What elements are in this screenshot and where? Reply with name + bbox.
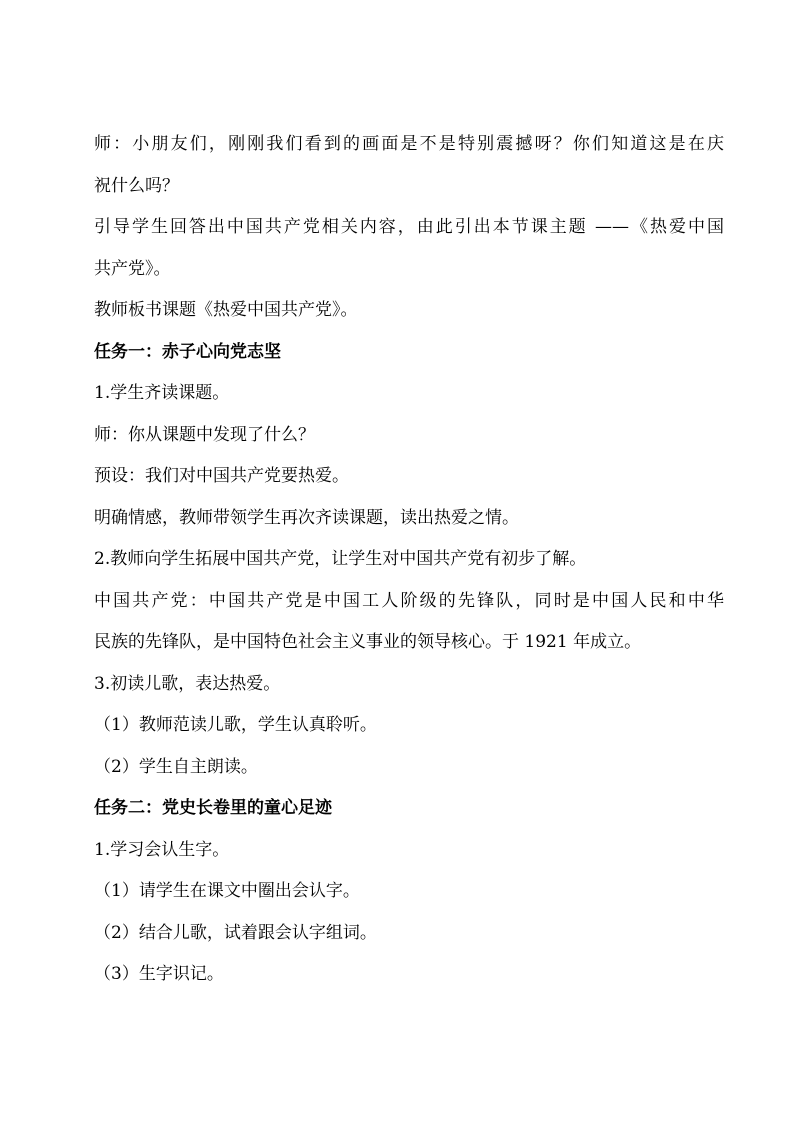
numbered-item: 1.学习会认生字。 bbox=[94, 839, 230, 860]
sub-item: （2）结合儿歌，试着跟会认字组词。 bbox=[94, 922, 377, 943]
numbered-item: 2.教师向学生拓展中国共产党，让学生对中国共产党有初步了解。 bbox=[94, 549, 587, 569]
paragraph-line: 预设：我们对中国共产党要热爱。 bbox=[94, 466, 349, 486]
paragraph-line: 引导学生回答出中国共产党相关内容，由此引出本节课主题 ——《热爱中国 bbox=[94, 217, 724, 237]
paragraph-line: 民族的先锋队，是中国特色社会主义事业的领导核心。于 1921 年成立。 bbox=[94, 632, 642, 652]
numbered-item: 3.初读儿歌，表达热爱。 bbox=[94, 673, 281, 694]
paragraph-line: 共产党》。 bbox=[94, 258, 171, 279]
sub-item: （1）请学生在课文中圈出会认字。 bbox=[94, 881, 360, 901]
document-body bbox=[94, 124, 724, 996]
section-heading: 任务一：赤子心向党志坚 bbox=[94, 341, 281, 362]
section-heading: 任务二：党史长卷里的童心足迹 bbox=[94, 798, 332, 818]
numbered-item: 1.学生齐读课题。 bbox=[94, 383, 230, 403]
paragraph-line: 师：你从课题中发现了什么？ bbox=[94, 424, 315, 445]
paragraph-line: 教师板书课题《热爱中国共产党》。 bbox=[94, 300, 358, 320]
sub-item: （2）学生自主朗读。 bbox=[94, 756, 258, 777]
paragraph-line: 明确情感，教师带领学生再次齐读课题，读出热爱之情。 bbox=[94, 507, 519, 528]
sub-item: （1）教师范读儿歌，学生认真聆听。 bbox=[94, 715, 377, 735]
paragraph-line: 中国共产党：中国共产党是中国工人阶级的先锋队，同时是中国人民和中华 bbox=[94, 590, 724, 611]
sub-item: （3）生字识记。 bbox=[94, 964, 224, 984]
paragraph-line: 师：小朋友们，刚刚我们看到的画面是不是特别震撼呀？你们知道这是在庆 bbox=[94, 134, 724, 154]
paragraph-line: 祝什么吗？ bbox=[94, 175, 179, 196]
